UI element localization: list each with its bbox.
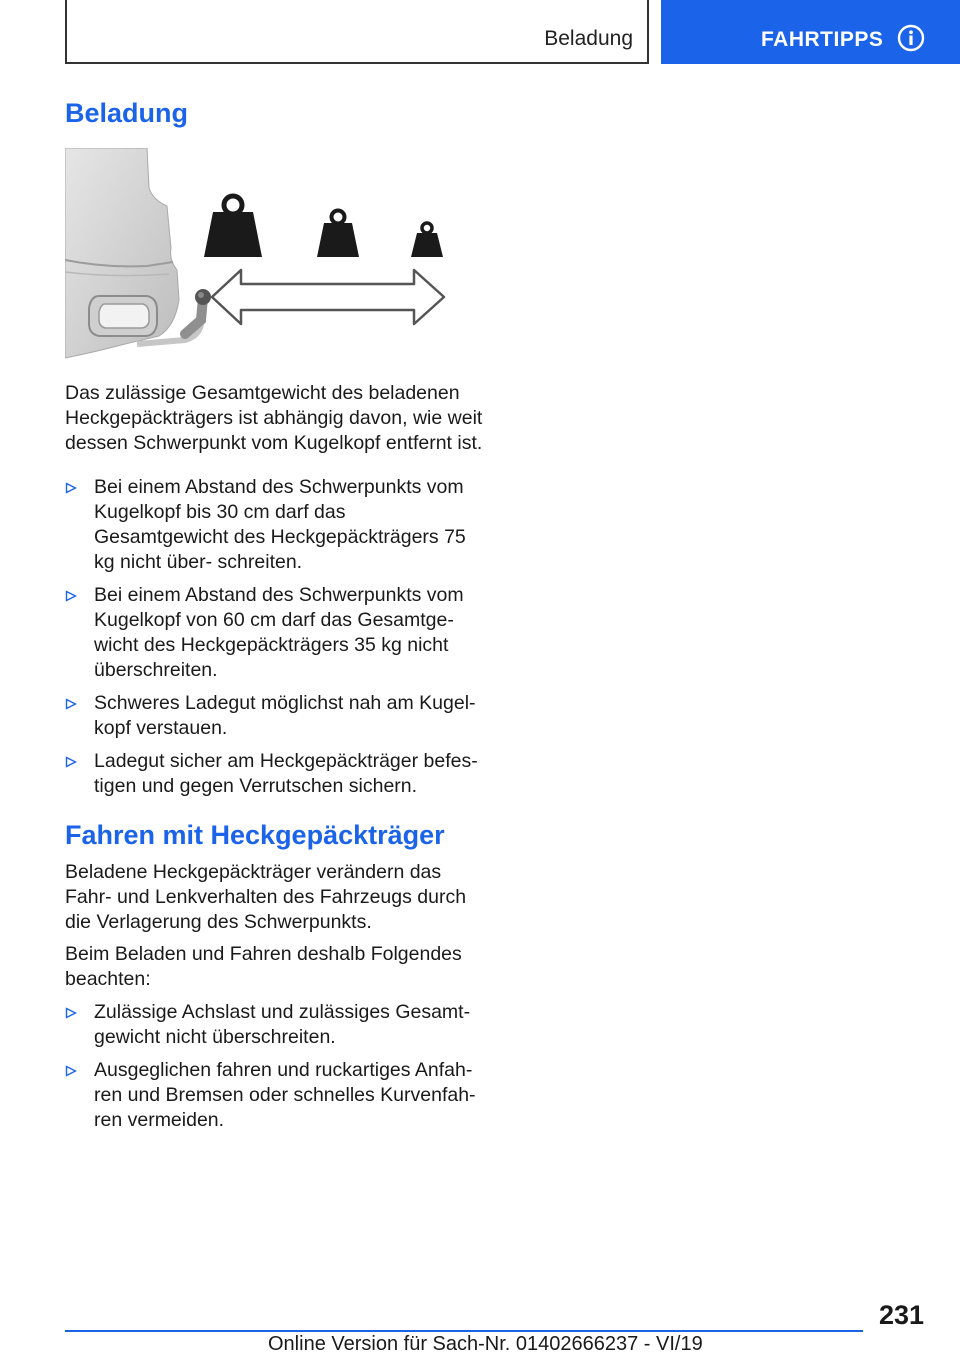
- info-circle-icon[interactable]: [897, 24, 925, 52]
- header-section-label: Beladung: [544, 27, 633, 50]
- list-item: [65, 749, 485, 799]
- list-item-text: Ladegut sicher am Heckgepäckträger befes‐ tigen und gegen Verrutschen sichern.: [94, 750, 478, 797]
- list-item: [65, 583, 485, 683]
- section-paragraph: Beim Beladen und Fahren deshalb Folgendes beachten:: [65, 943, 462, 990]
- intro-paragraph: Das zulässige Gesamtgewicht des beladenen Heckgepäckträgers ist abhängig davon, wie weit dessen Schwerpunkt vom Kugelkopf entfernt ist.: [65, 382, 483, 454]
- list-item: [65, 1000, 485, 1050]
- list-item: [65, 691, 485, 741]
- load-rules-list: [65, 475, 485, 807]
- list-item-text: Zulässige Achslast und zulässiges Gesamt‐ gewicht nicht überschreiten.: [94, 1001, 471, 1048]
- triangle-bullet-icon: [65, 482, 77, 494]
- section-paragraph: Beladene Heckgepäckträger verändern das Fahr- und Lenkverhalten des Fahrzeugs durch die Verlagerung des Schwerpunkts.: [65, 861, 467, 933]
- list-item: [65, 475, 485, 575]
- footer-online-version: Online Version für Sach-Nr. 01402666237 - VI/19: [268, 1333, 703, 1355]
- triangle-bullet-icon: [65, 1007, 77, 1019]
- page-title: Beladung: [65, 98, 189, 128]
- triangle-bullet-icon: [65, 590, 77, 602]
- list-item: [65, 1058, 485, 1133]
- triangle-bullet-icon: [65, 698, 77, 710]
- page-number: 231: [878, 1300, 924, 1330]
- header-chapter-label: FAHRTIPPS: [761, 28, 884, 51]
- header-section-box: [65, 0, 649, 64]
- driving-rules-list: [65, 1000, 485, 1141]
- triangle-bullet-icon: [65, 1065, 77, 1077]
- list-item-text: Schweres Ladegut möglichst nah am Kugel‐ kopf verstauen.: [94, 692, 476, 739]
- tow-hitch-load-distance-illustration: [65, 148, 465, 366]
- footer-divider: [65, 1330, 863, 1332]
- list-item-text: Bei einem Abstand des Schwerpunkts vom Kugelkopf bis 30 cm darf das Gesamtgewicht des Heckgepäckträgers 75 kg nicht über‐ schreiten.: [94, 476, 466, 573]
- header-chapter-tab[interactable]: [661, 0, 960, 64]
- list-item-text: Bei einem Abstand des Schwerpunkts vom Kugelkopf von 60 cm darf das Gesamtge‐ wicht des Heckgepäckträgers 35 kg nicht überschreiten.: [94, 584, 464, 681]
- list-item-text: Ausgeglichen fahren und ruckartiges Anfah‐ ren und Bremsen oder schnelles Kurvenfah‐ ren vermeiden.: [94, 1059, 476, 1131]
- triangle-bullet-icon: [65, 756, 77, 768]
- section-title: Fahren mit Heckgepäckträger: [65, 820, 445, 850]
